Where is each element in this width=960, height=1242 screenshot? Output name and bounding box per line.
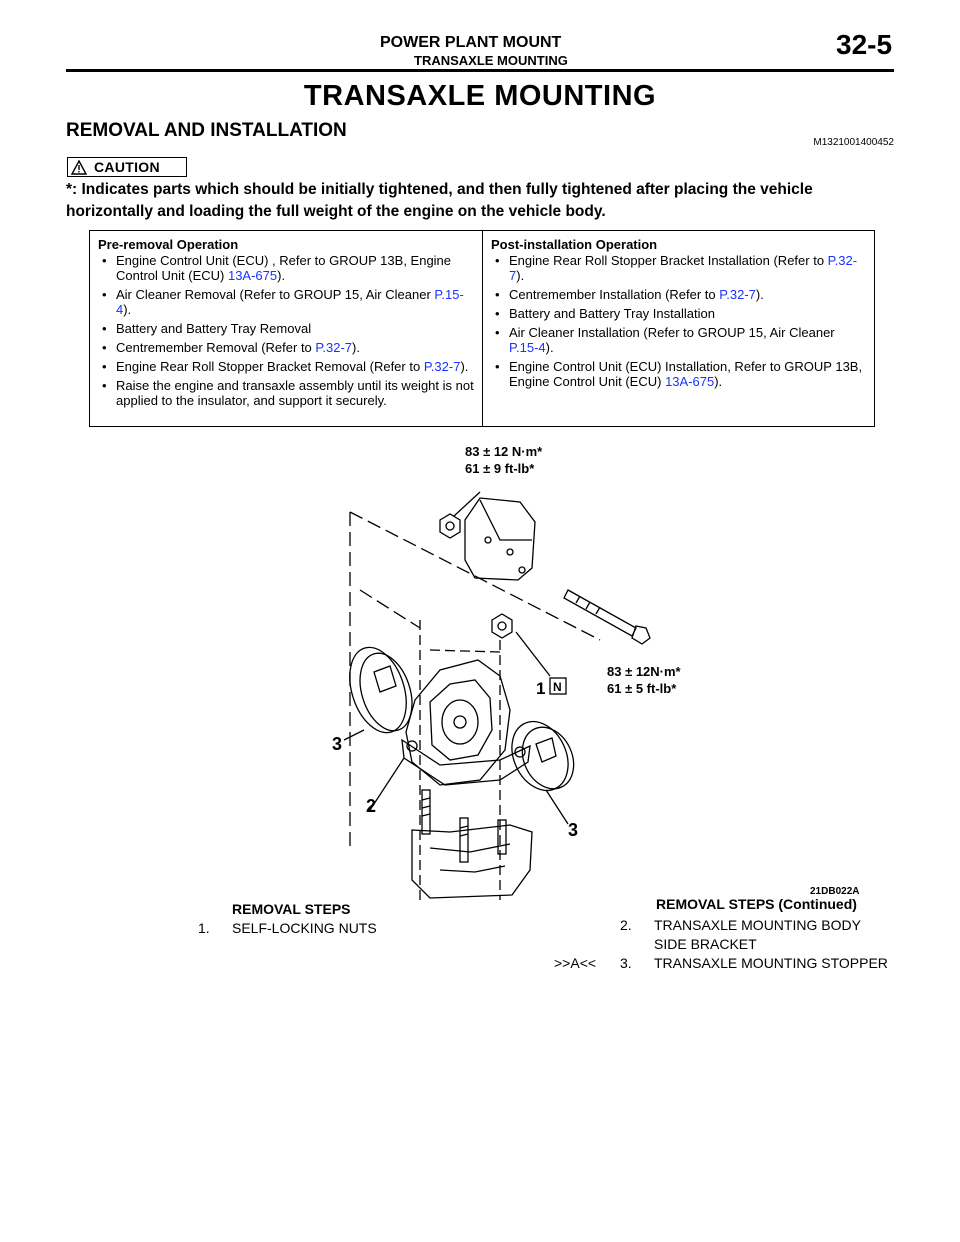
- document-id: M1321001400452: [813, 137, 894, 148]
- step-number: 3.: [620, 955, 632, 971]
- section-subtitle: REMOVAL AND INSTALLATION: [66, 120, 347, 141]
- pre-removal-list: [98, 253, 474, 408]
- page-link[interactable]: P.32-7: [315, 340, 353, 355]
- step-text: TRANSAXLE MOUNTING STOPPER: [654, 955, 888, 971]
- page-link[interactable]: P.32-7: [719, 287, 756, 302]
- step-reference-mark: >>A<<: [554, 955, 597, 971]
- torque-label-upper-nm: 83 ± 12 N·m*: [465, 444, 543, 459]
- removal-step-1: [198, 919, 498, 939]
- list-item: • Air Cleaner Installation (Refer to GROUP 15, Air Cleaner P.15-4).: [491, 325, 866, 355]
- removal-steps-continued-heading: REMOVAL STEPS (Continued): [656, 896, 857, 912]
- list-item: • Engine Rear Roll Stopper Bracket Installation (Refer to P.32-7).: [491, 253, 866, 283]
- page-link[interactable]: P.32-7: [423, 359, 461, 374]
- caution-box: [67, 157, 187, 177]
- transaxle-mount-diagram: [300, 440, 900, 900]
- callout-3-right: 3: [568, 820, 579, 840]
- list-item: • Engine Control Unit (ECU) Installation, Refer to GROUP 13B, Engine Control Unit (ECU) 13A-675).: [491, 359, 866, 389]
- step-text: SELF-LOCKING NUTS: [232, 920, 377, 936]
- page-number: 32-5: [836, 29, 893, 60]
- operations-table: [89, 230, 875, 427]
- post-installation-column: [482, 231, 874, 426]
- page-link[interactable]: 13A-675: [227, 268, 278, 283]
- step-number: 2.: [620, 917, 632, 933]
- page-link[interactable]: P.15-4: [116, 287, 464, 317]
- list-item: • Centremember Installation (Refer to P.32-7).: [491, 287, 866, 302]
- pre-removal-title: Pre-removal Operation: [98, 237, 239, 252]
- torque-label-lower-nm: 83 ± 12N·m*: [607, 664, 681, 679]
- callout-new-part: N: [553, 680, 562, 694]
- page-title: TRANSAXLE MOUNTING: [303, 80, 657, 112]
- callout-2: 2: [366, 796, 377, 816]
- post-installation-title: Post-installation Operation: [491, 237, 658, 252]
- step-text: TRANSAXLE MOUNTING BODY SIDE BRACKET: [654, 917, 861, 952]
- post-installation-list: [491, 253, 866, 389]
- diagram-labels: [332, 444, 682, 840]
- header-section: TRANSAXLE MOUNTING: [414, 53, 568, 68]
- page-link[interactable]: P.32-7: [509, 253, 858, 283]
- caution-text: *: Indicates parts which should be initially tightened, and then fully tightened after placing the vehicle horizontally and loading the full weight of the engine on the vehicle body.: [66, 181, 813, 220]
- page-link[interactable]: P.15-4: [509, 340, 546, 355]
- figure-id: 21DB022A: [810, 886, 860, 897]
- torque-label-upper-ftlb: 61 ± 9 ft-lb*: [465, 461, 535, 476]
- header-rule: [66, 69, 894, 72]
- list-item: • Engine Rear Roll Stopper Bracket Removal (Refer to P.32-7).: [98, 359, 474, 374]
- warning-triangle-icon: [68, 158, 90, 176]
- removal-steps-heading: REMOVAL STEPS: [232, 901, 351, 917]
- removal-step-2: [620, 916, 910, 956]
- callout-3-left: 3: [332, 734, 343, 754]
- removal-step-3: [620, 954, 910, 994]
- list-item: • Raise the engine and transaxle assembly until its weight is not applied to the insulator, and support it securely.: [98, 378, 474, 408]
- list-item: • Centremember Removal (Refer to P.32-7).: [98, 340, 474, 355]
- callout-1: 1: [536, 679, 546, 698]
- list-item: • Air Cleaner Removal (Refer to GROUP 15, Air Cleaner P.15-4).: [98, 287, 474, 317]
- diagram-linework: [340, 492, 650, 900]
- pre-removal-column: [90, 231, 482, 426]
- header-group: POWER PLANT MOUNT: [380, 34, 562, 51]
- list-item: • Engine Control Unit (ECU) , Refer to GROUP 13B, Engine Control Unit (ECU) 13A-675).: [98, 253, 474, 283]
- list-item: • Battery and Battery Tray Installation: [491, 306, 866, 321]
- torque-label-lower-ftlb: 61 ± 5 ft-lb*: [607, 681, 677, 696]
- page-link[interactable]: 13A-675: [665, 374, 715, 389]
- caution-label: CAUTION: [94, 159, 160, 175]
- step-number: 1.: [198, 920, 210, 936]
- list-item: • Battery and Battery Tray Removal: [98, 321, 474, 336]
